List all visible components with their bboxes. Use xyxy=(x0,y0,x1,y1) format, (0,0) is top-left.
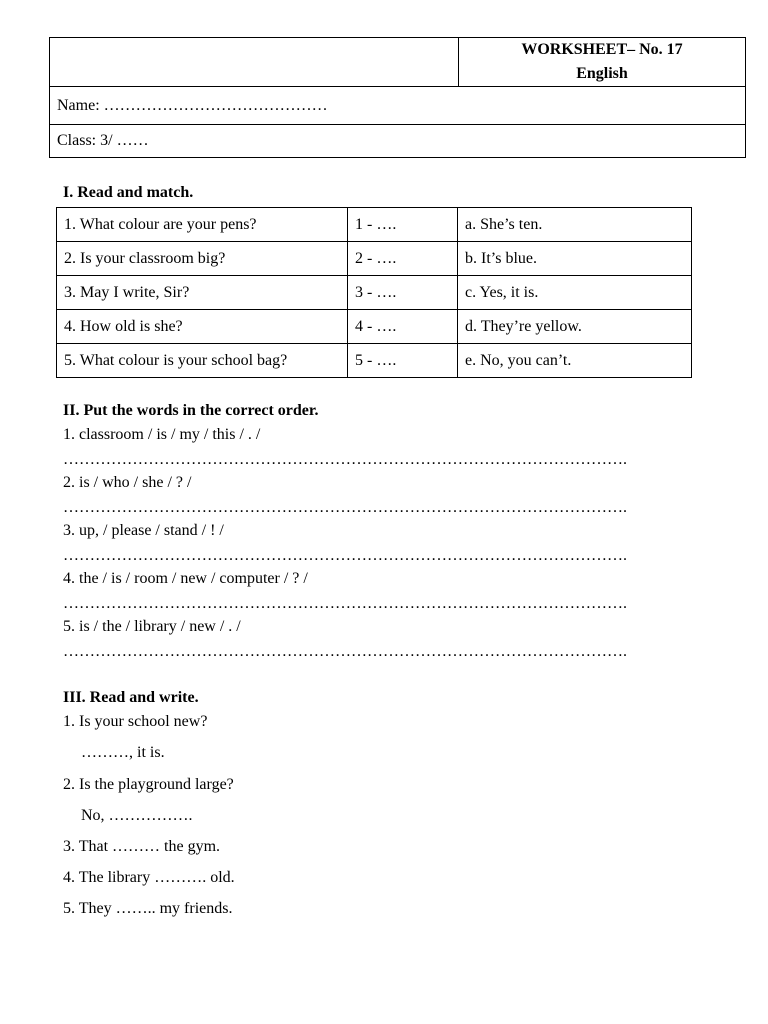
answer-blank-2[interactable]: No, ……………. xyxy=(81,807,193,824)
match-answer: a. She’s ten. xyxy=(458,208,692,242)
match-blank[interactable]: 2 - …. xyxy=(348,242,458,276)
worksheet-title-cell xyxy=(459,38,746,87)
question-2: 2. Is the playground large? xyxy=(63,776,234,793)
section1-heading: I. Read and match. xyxy=(63,184,194,201)
match-blank[interactable]: 5 - …. xyxy=(348,344,458,378)
sentence-4[interactable]: 4. The library ………. old. xyxy=(63,869,235,886)
class-field[interactable]: Class: 3/ …… xyxy=(50,125,746,158)
match-blank[interactable]: 1 - …. xyxy=(348,208,458,242)
sentence-5[interactable]: 5. They …….. my friends. xyxy=(63,900,233,917)
table-row xyxy=(57,208,692,242)
match-answer: e. No, you can’t. xyxy=(458,344,692,378)
answer-blank-1[interactable]: ………, it is. xyxy=(81,744,165,761)
section3-heading: III. Read and write. xyxy=(63,689,199,706)
match-question: 2. Is your classroom big? xyxy=(57,242,348,276)
name-field[interactable]: Name: …………………………………… xyxy=(50,87,746,125)
match-answer: b. It’s blue. xyxy=(458,242,692,276)
match-answer: c. Yes, it is. xyxy=(458,276,692,310)
table-row xyxy=(57,344,692,378)
reorder-prompt-2: 2. is / who / she / ? / xyxy=(63,474,192,491)
reorder-prompt-3: 3. up, / please / stand / ! / xyxy=(63,522,224,539)
table-row xyxy=(57,276,692,310)
match-table xyxy=(56,207,692,378)
match-blank[interactable]: 3 - …. xyxy=(348,276,458,310)
answer-line-1[interactable]: ……………………………………………………………………………………………. xyxy=(63,451,627,468)
worksheet-title: WORKSHEET– No. 17 xyxy=(521,41,683,58)
sentence-3[interactable]: 3. That ……… the gym. xyxy=(63,838,221,855)
answer-line-3[interactable]: ……………………………………………………………………………………………. xyxy=(63,547,627,564)
answer-line-5[interactable]: ……………………………………………………………………………………………. xyxy=(63,643,627,660)
match-question: 5. What colour is your school bag? xyxy=(57,344,348,378)
table-row xyxy=(57,310,692,344)
answer-line-4[interactable]: ……………………………………………………………………………………………. xyxy=(63,595,627,612)
match-answer: d. They’re yellow. xyxy=(458,310,692,344)
section2-heading: II. Put the words in the correct order. xyxy=(63,402,319,419)
reorder-prompt-1: 1. classroom / is / my / this / . / xyxy=(63,426,261,443)
match-question: 3. May I write, Sir? xyxy=(57,276,348,310)
worksheet-subject: English xyxy=(576,65,628,82)
question-1: 1. Is your school new? xyxy=(63,713,208,730)
match-question: 1. What colour are your pens? xyxy=(57,208,348,242)
header-blank-cell xyxy=(50,38,459,87)
answer-line-2[interactable]: ……………………………………………………………………………………………. xyxy=(63,499,627,516)
worksheet-header-table xyxy=(49,37,746,158)
table-row xyxy=(57,242,692,276)
match-question: 4. How old is she? xyxy=(57,310,348,344)
reorder-prompt-4: 4. the / is / room / new / computer / ? / xyxy=(63,570,308,587)
reorder-prompt-5: 5. is / the / library / new / . / xyxy=(63,618,241,635)
match-blank[interactable]: 4 - …. xyxy=(348,310,458,344)
